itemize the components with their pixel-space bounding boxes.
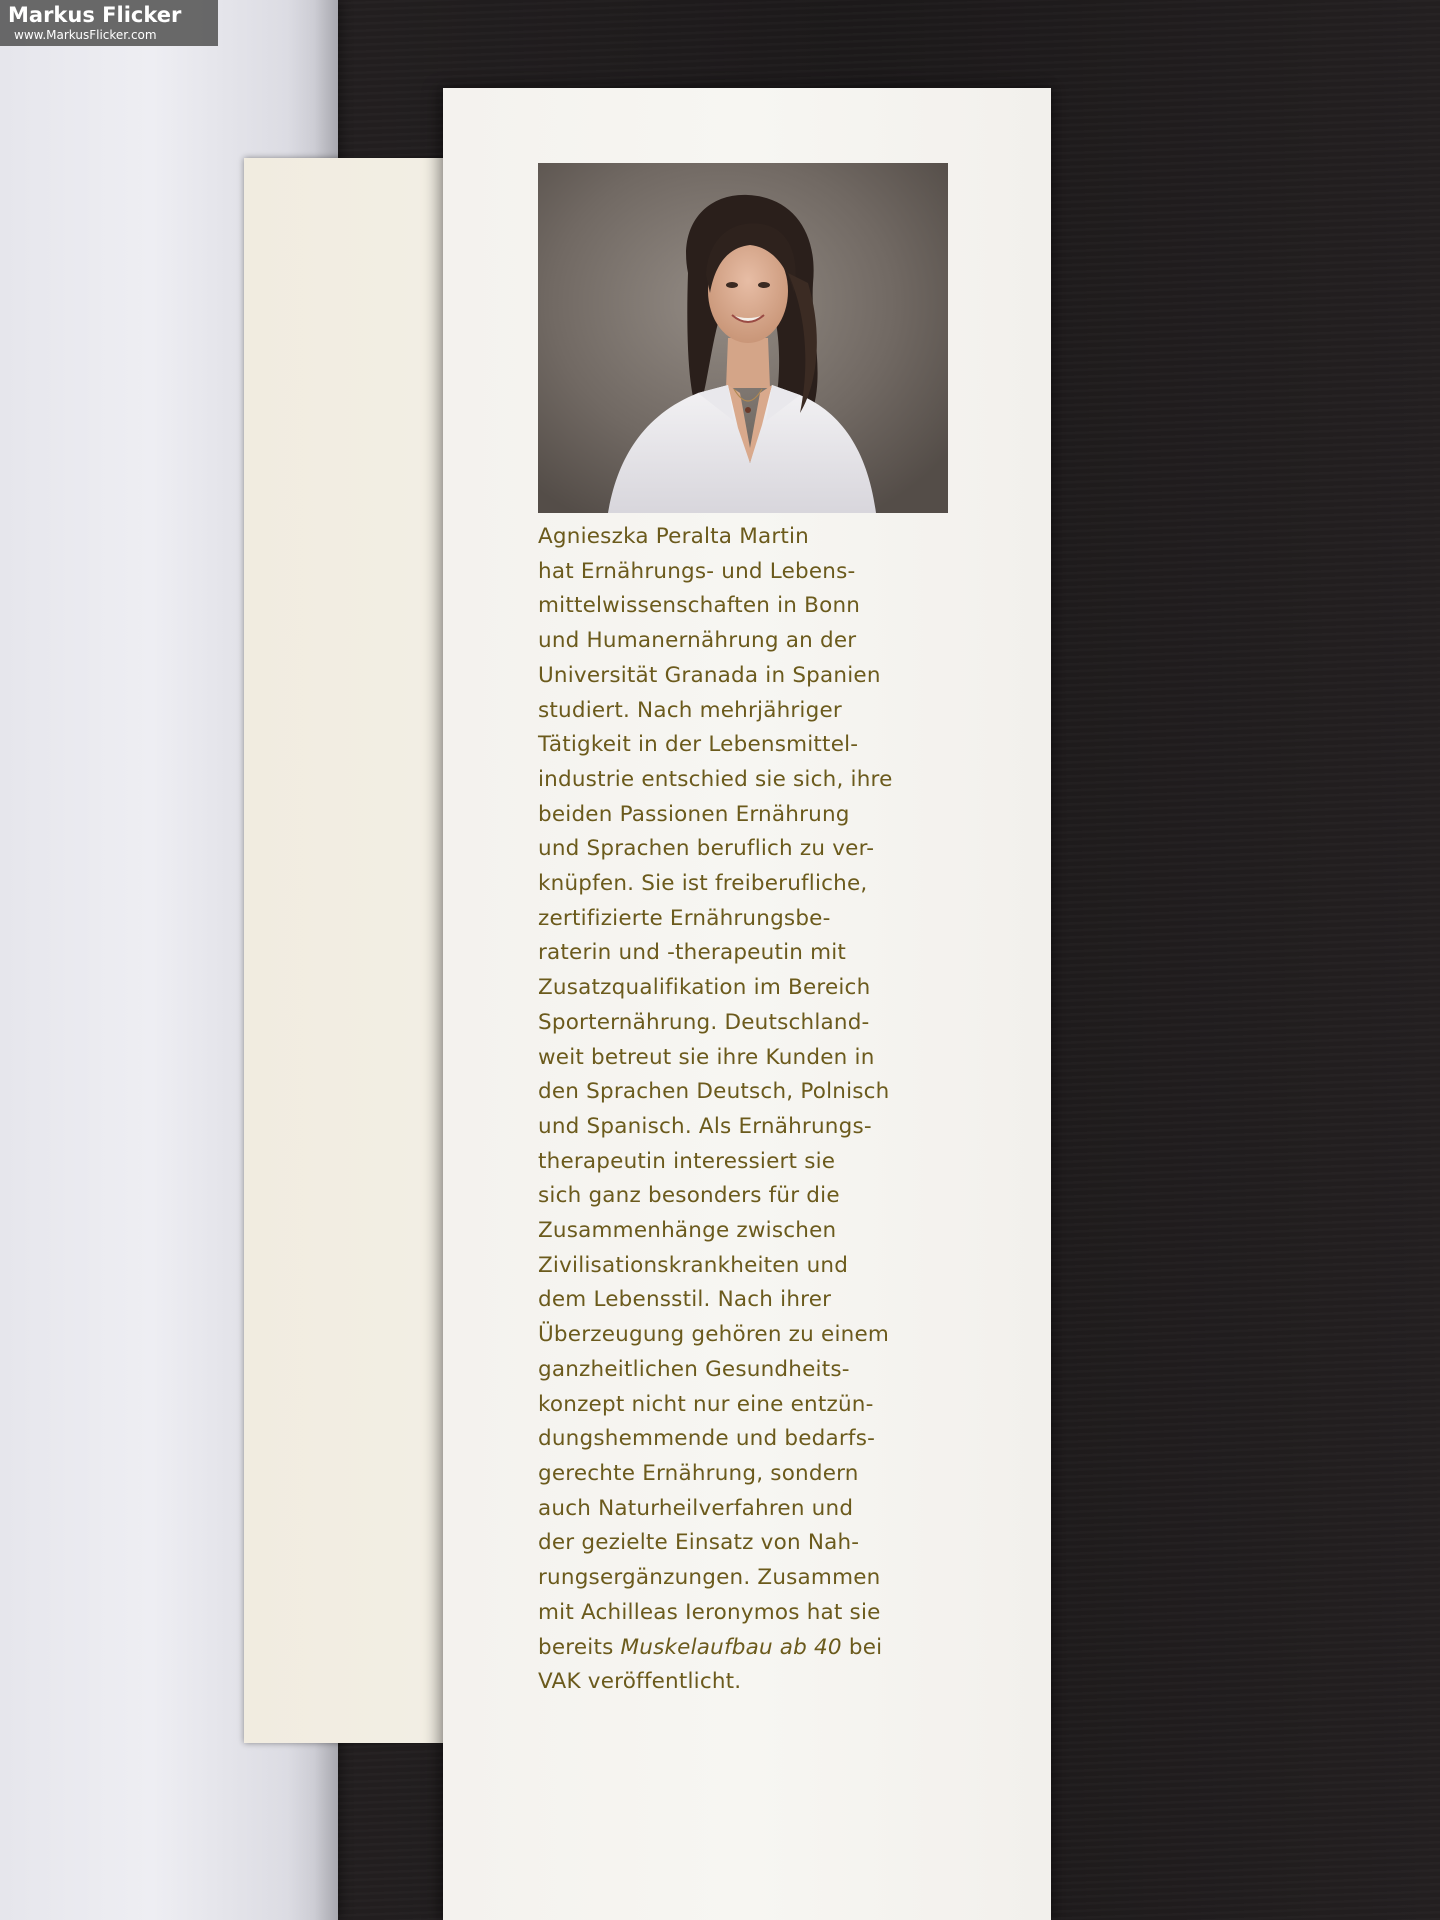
bio-line-book-reference — [538, 1631, 978, 1666]
bio-line: mittelwissenschaften in Bonn — [538, 593, 861, 619]
bio-line: Zivilisationskrankheiten und — [538, 1252, 849, 1278]
bio-line: knüpfen. Sie ist freiberufliche, — [538, 871, 868, 897]
bio-line: und Humanernährung an der — [538, 628, 857, 654]
bio-line: dem Lebensstil. Nach ihrer — [538, 1287, 832, 1313]
bio-line: gerechte Ernährung, sondern — [538, 1460, 859, 1486]
watermark-url: www.MarkusFlicker.com — [14, 28, 157, 42]
bio-line: auch Naturheilverfahren und — [538, 1495, 854, 1521]
bio-line: raterin und -therapeutin mit — [538, 940, 847, 966]
author-portrait — [538, 163, 948, 513]
author-name: Agnieszka Peralta Martin — [538, 524, 809, 549]
book-title: Muskelaufbau ab 40 — [620, 1634, 842, 1660]
bio-line: rungsergänzungen. Zusammen — [538, 1565, 881, 1591]
bio-line: Sporternährung. Deutschland- — [538, 1009, 870, 1035]
bio-line: dungshemmende und bedarfs- — [538, 1426, 876, 1452]
dust-jacket-flap — [443, 88, 1051, 1920]
watermark — [0, 0, 218, 46]
bio-final-line: VAK veröffentlicht. — [538, 1669, 742, 1695]
bio-line: mit Achilleas Ieronymos hat sie — [538, 1599, 881, 1625]
bio-line: hat Ernährungs- und Lebens- — [538, 558, 856, 584]
bio-line: Tätigkeit in der Lebensmittel- — [538, 732, 859, 758]
bio-line: Universität Granada in Spanien — [538, 662, 881, 688]
bio-line: Zusammenhänge zwischen — [538, 1218, 837, 1244]
bio-line: den Sprachen Deutsch, Polnisch — [538, 1079, 890, 1105]
bio-suffix: bei — [841, 1634, 883, 1660]
bio-prefix: bereits — [538, 1634, 621, 1660]
bio-line: weit betreut sie ihre Kunden in — [538, 1044, 875, 1070]
author-bio — [538, 520, 978, 1700]
bio-line: therapeutin interessiert sie — [538, 1148, 836, 1174]
bio-line: und Sprachen beruflich zu ver- — [538, 836, 875, 862]
bio-line: beiden Passionen Ernährung — [538, 801, 850, 827]
bio-line: der gezielte Einsatz von Nah- — [538, 1530, 860, 1556]
bio-line: konzept nicht nur eine entzün- — [538, 1391, 874, 1417]
bio-line: ganzheitlichen Gesundheits- — [538, 1356, 850, 1382]
watermark-title: Markus Flicker — [8, 3, 182, 27]
bio-line: und Spanisch. Als Ernährungs- — [538, 1113, 872, 1139]
bio-line: zertifizierte Ernährungsbe- — [538, 905, 831, 931]
bio-line: studiert. Nach mehrjähriger — [538, 697, 842, 723]
bio-line: industrie entschied sie sich, ihre — [538, 766, 893, 792]
bio-line: Zusatzqualifikation im Bereich — [538, 975, 871, 1001]
bio-line: sich ganz besonders für die — [538, 1183, 840, 1209]
bio-line: Überzeugung gehören zu einem — [538, 1322, 890, 1348]
